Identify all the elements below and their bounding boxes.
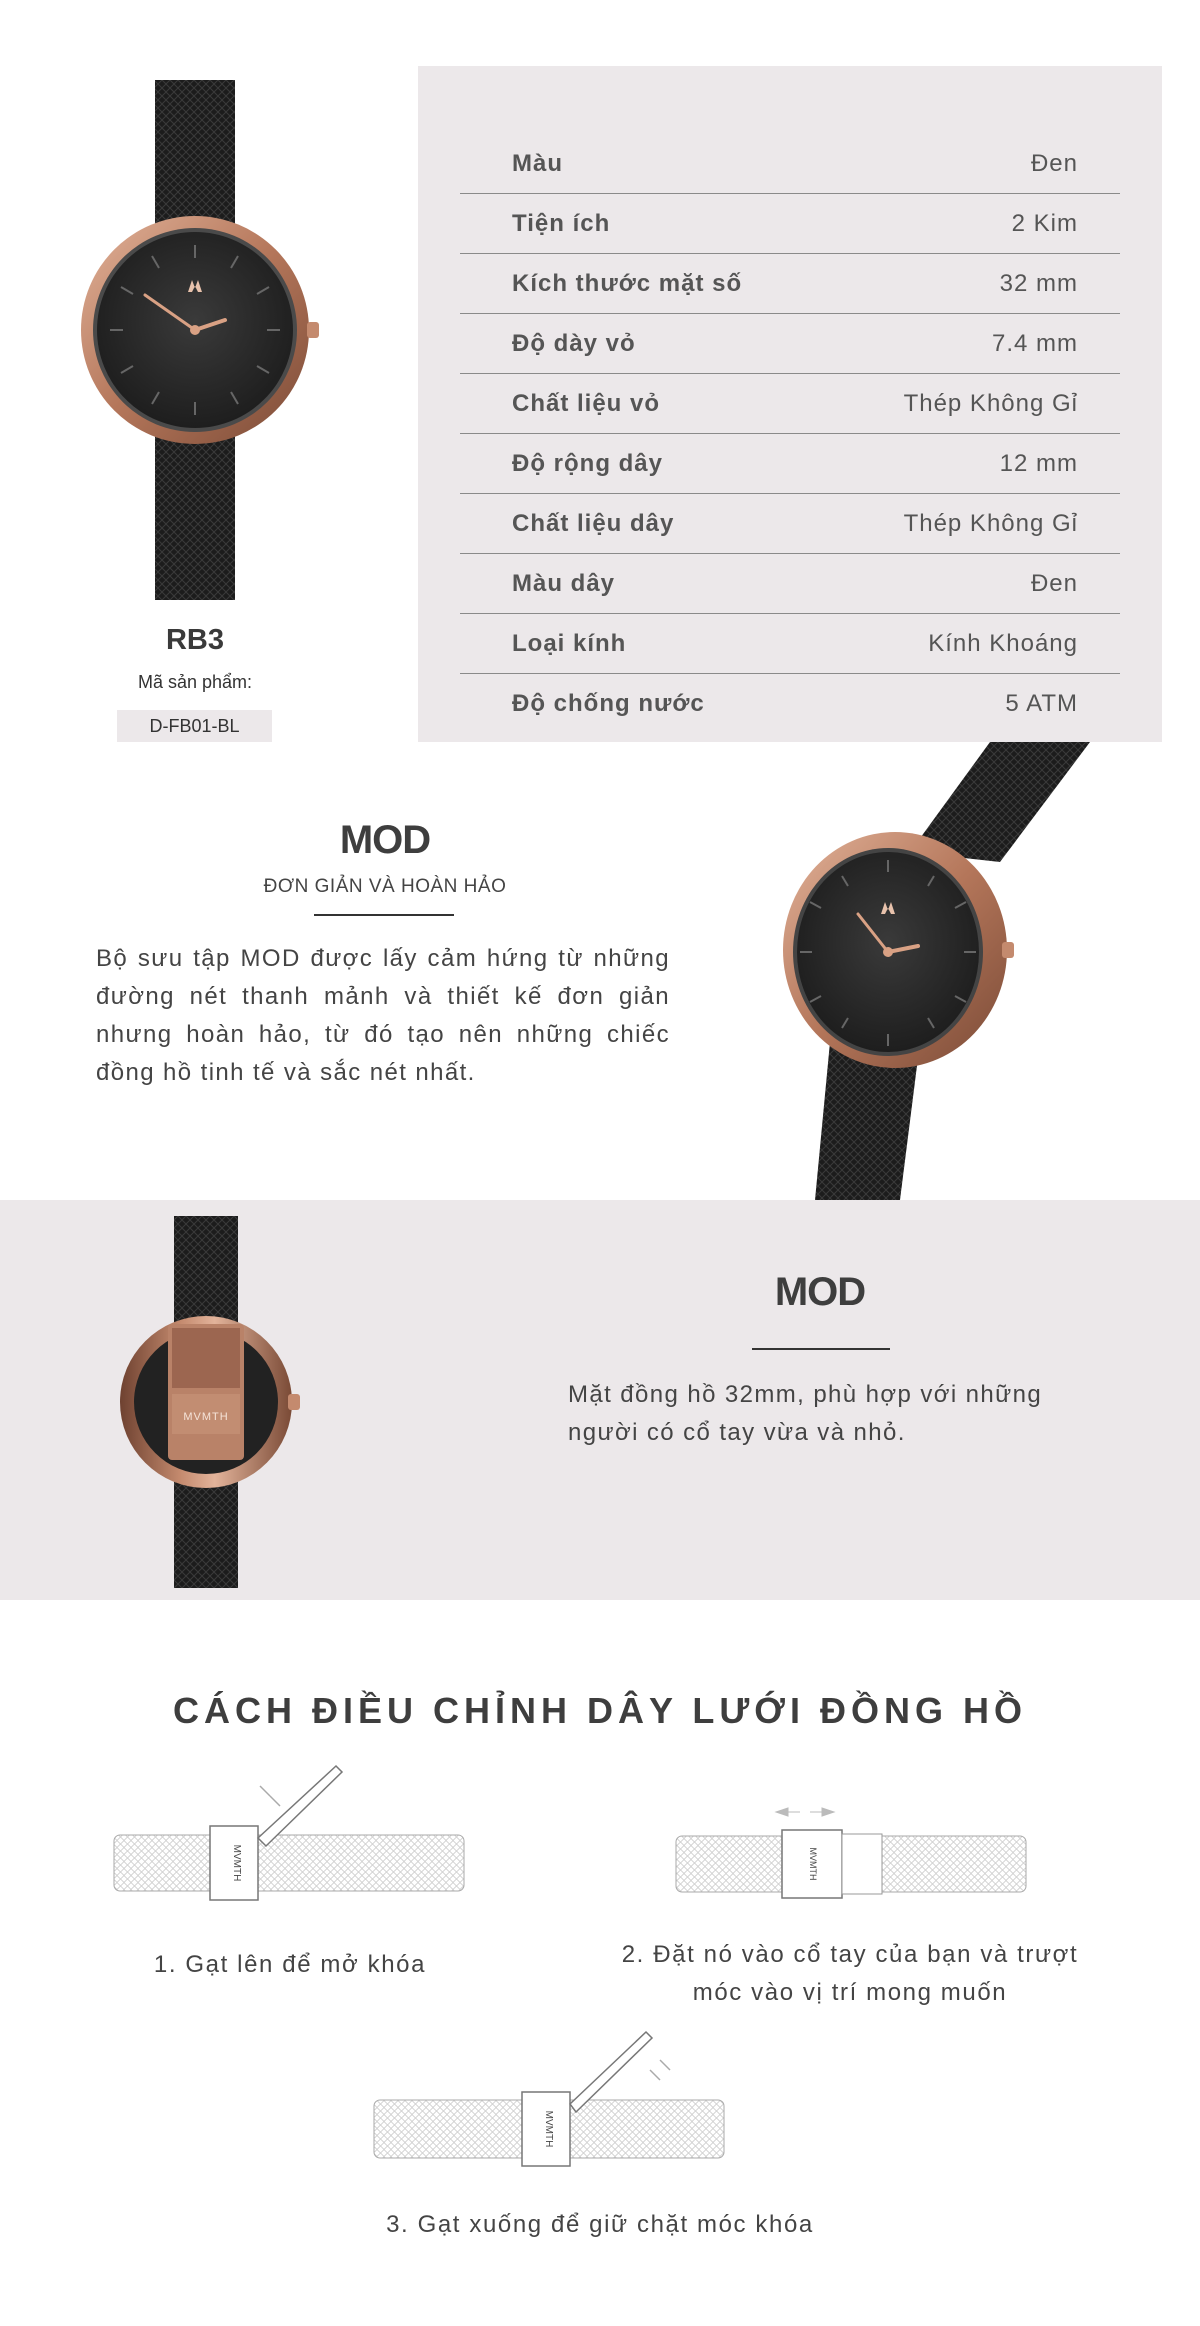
spec-value: 2 Kim [1011, 210, 1078, 237]
spec-key: Tiện ích [512, 210, 611, 237]
product-name: RB3 [165, 624, 224, 656]
spec-key: Độ rộng dây [512, 450, 664, 477]
step-3-text: 3. Gạt xuống để giữ chặt móc khóa [386, 2211, 814, 2238]
feature-description: Mặt đồng hồ 32mm, phù hợp với những người có cổ tay vừa và nhỏ. [568, 1381, 1043, 1446]
spec-row [460, 434, 1120, 494]
spec-value: Thép Không Gỉ [903, 390, 1078, 417]
feature-section [0, 1200, 1200, 1600]
mesh-adjust-instructions [0, 1600, 1200, 2326]
feature-divider [752, 1348, 890, 1350]
spec-row [460, 494, 1120, 554]
spec-row [460, 254, 1120, 314]
watch-front-image [70, 80, 330, 600]
spec-row [460, 194, 1120, 254]
spec-row [460, 674, 1120, 734]
case-back-logo: MVMTH [183, 1411, 229, 1423]
spec-row [460, 554, 1120, 614]
step-1-text: 1. Gạt lên để mở khóa [153, 1951, 427, 1978]
spec-key: Chất liệu dây [512, 510, 675, 537]
spec-value: Kính Khoáng [928, 630, 1078, 657]
clasp-brand-text: MVMTH [808, 1847, 818, 1881]
clasp-brand-text: MVMTH [231, 1844, 242, 1882]
spec-value: 12 mm [999, 450, 1078, 477]
collection-title: MOD [339, 818, 431, 862]
spec-key: Độ chống nước [512, 690, 705, 717]
spec-value: 5 ATM [1005, 690, 1078, 717]
step-2-text-line-2: móc vào vị trí mong muốn [692, 1979, 1008, 2006]
instructions-title: CÁCH ĐIỀU CHỈNH DÂY LƯỚI ĐỒNG HỒ [173, 1690, 1027, 1731]
collection-description: Bộ sưu tập MOD được lấy cảm hứng từ những đường nét thanh mảnh và thiết kế đơn giản nhưng hoàn hảo, từ đó tạo nên những chiếc đồng hồ tinh tế và sắc nét nhất. [96, 945, 670, 1086]
spec-key: Độ dày vỏ [512, 330, 636, 357]
step-2-illustration [670, 1800, 1040, 1910]
product-code-label: Mã sản phẩm: [137, 672, 253, 692]
spec-key: Kích thước mặt số [512, 270, 743, 297]
spec-value: Đen [1030, 570, 1078, 597]
product-code: D-FB01-BL [117, 710, 272, 742]
spec-value: 7.4 mm [991, 330, 1078, 357]
spec-key: Màu [512, 150, 563, 177]
spec-value: Thép Không Gỉ [903, 510, 1078, 537]
spec-value: 32 mm [999, 270, 1078, 297]
step-2-text-line-1: 2. Đặt nó vào cổ tay của bạn và trượt [621, 1941, 1079, 1968]
spec-key: Chất liệu vỏ [512, 390, 661, 417]
spec-value: Đen [1030, 150, 1078, 177]
spec-row [460, 134, 1120, 194]
step-3-illustration [370, 2020, 730, 2170]
specs-panel [418, 66, 1162, 742]
spec-row [460, 374, 1120, 434]
title-divider [314, 914, 454, 916]
feature-title: MOD [774, 1270, 866, 1314]
watch-back-image [110, 1216, 310, 1588]
watch-angled-image [770, 742, 1110, 1200]
product-specs-section [0, 0, 1200, 742]
spec-row [460, 614, 1120, 674]
clasp-brand-text: MVMTH [543, 2110, 554, 2148]
spec-key: Màu dây [512, 570, 616, 597]
spec-row [460, 314, 1120, 374]
step-1-illustration [110, 1760, 470, 1910]
spec-key: Loại kính [512, 630, 627, 657]
collection-subtitle: ĐƠN GIẢN VÀ HOÀN HẢO [263, 876, 507, 897]
collection-intro-section [0, 742, 1200, 1200]
step-2-text [590, 1936, 1110, 2012]
